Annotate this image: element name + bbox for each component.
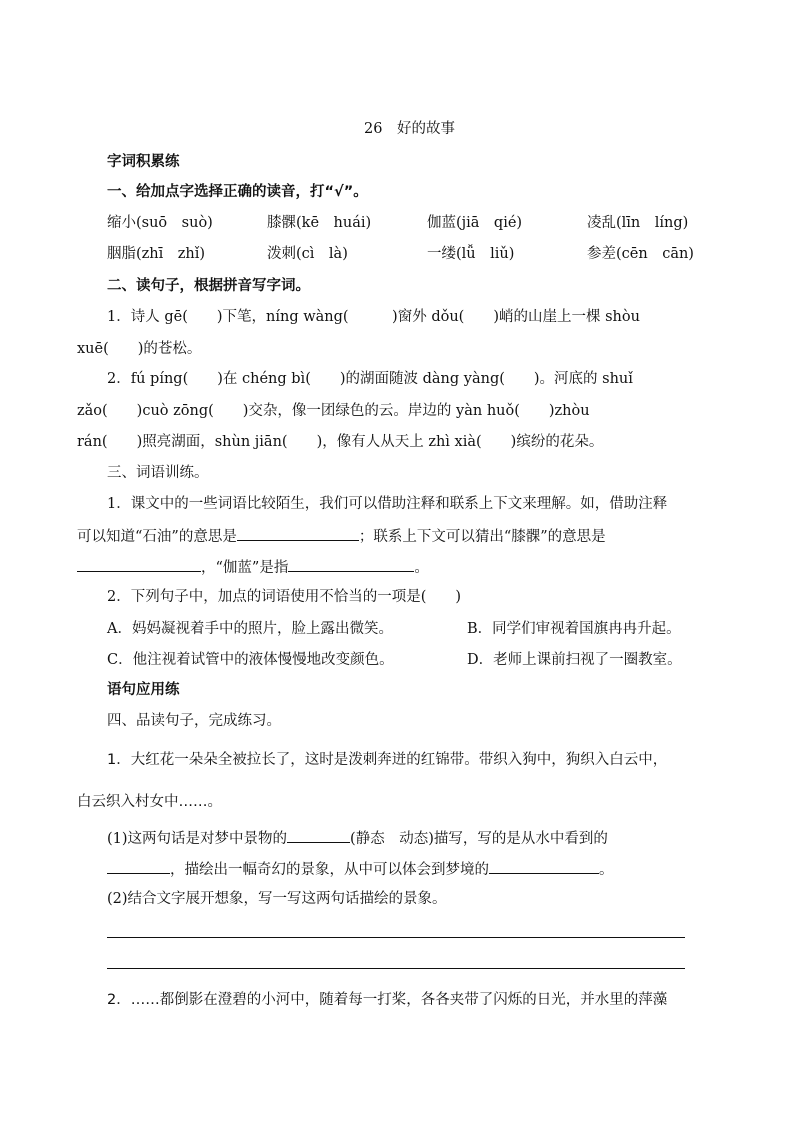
pinyin-choice-item[interactable]: 缩小(suō suò) <box>107 215 213 231</box>
page-title: 26 好的故事 <box>364 121 455 137</box>
option-b[interactable]: B．同学们审视着国旗冉冉升起。 <box>467 621 681 637</box>
question-4-passage-line: 白云织入村女中……。 <box>77 794 222 810</box>
question-3-text: 可以知道“石油”的意思是 <box>77 529 237 545</box>
question-4-text: (1)这两句话是对梦中景物的 <box>107 831 288 847</box>
question-4-passage-line: 1．大红花一朵朵全被拉长了，这时是泼刺奔迸的红锦带。带织入狗中，狗织入白云中， <box>107 752 668 768</box>
question-4-sub2: (2)结合文字展开想象，写一写这两句话描绘的景象。 <box>107 891 447 907</box>
answer-blank[interactable] <box>237 525 359 541</box>
option-d[interactable]: D．老师上课前扫视了一圈教室。 <box>467 652 682 668</box>
question-4-sub1-line <box>107 858 614 880</box>
pinyin-choice-item[interactable]: 泼刺(cì là) <box>267 246 348 262</box>
pinyin-choice-item[interactable]: 凌乱(līn líng) <box>587 215 689 231</box>
pinyin-choice-item[interactable]: 一缕(lǚ liǔ) <box>427 246 515 262</box>
question-3-text: ，“伽蓝”是指 <box>201 560 289 576</box>
answer-blank[interactable] <box>489 858 599 874</box>
question-4-heading: 四、品读句子，完成练习。 <box>107 713 281 729</box>
answer-blank[interactable] <box>107 858 170 874</box>
option-a[interactable]: A．妈妈凝视着手中的照片，脸上露出微笑。 <box>107 621 393 637</box>
answer-writing-line[interactable] <box>107 937 685 938</box>
answer-writing-line[interactable] <box>107 968 685 969</box>
question-3-line: 2．下列句子中，加点的词语使用不恰当的一项是( ) <box>107 589 462 605</box>
pinyin-choice-item[interactable]: 参差(cēn cān) <box>587 246 694 262</box>
question-3-text: 。 <box>414 560 429 576</box>
question-1-heading: 一、给加点字选择正确的读音，打“√”。 <box>107 184 368 200</box>
question-3-line: 1．课文中的一些词语比较陌生，我们可以借助注释和联系上下文来理解。如，借助注释 <box>107 496 668 512</box>
answer-blank[interactable] <box>287 827 350 843</box>
question-4-text: ，描绘出一幅奇幻的景象，从中可以体会到梦境的 <box>170 862 489 878</box>
answer-blank[interactable] <box>77 556 201 572</box>
section-heading-vocabulary: 字词积累练 <box>107 154 180 170</box>
question-2-line: 2．fú píng( )在 chéng bì( )的湖面随波 dàng yàng( )。河底的 shuǐ <box>107 371 633 387</box>
question-3-line-with-blanks <box>77 556 429 578</box>
question-4-text: (静态 动态)描写，写的是从水中看到的 <box>350 831 608 847</box>
question-2-line: xuē( )的苍松。 <box>77 341 202 357</box>
question-2-line: rán( )照亮湖面，shùn jiān( )，像有人从天上 zhì xià( )缤纷的花朵。 <box>77 434 604 450</box>
answer-blank[interactable] <box>288 556 414 572</box>
question-3-text: ；联系上下文可以猜出“膝髁”的意思是 <box>358 529 606 545</box>
question-2-line: zǎo( )cuò zōng( )交杂，像一团绿色的云。岸边的 yàn huǒ( )zhòu <box>77 403 590 419</box>
question-4-sub1-line <box>107 827 608 849</box>
section-heading-sentence-application: 语句应用练 <box>107 682 180 698</box>
pinyin-choice-item[interactable]: 胭脂(zhī zhǐ) <box>107 246 206 262</box>
question-2-line: 1．诗人 gē( )下笔，níng wàng( )窗外 dǒu( )峭的山崖上一棵 shòu <box>107 309 640 325</box>
question-4-text: 。 <box>599 862 614 878</box>
question-4-passage-line: 2．……都倒影在澄碧的小河中，随着每一打桨，各各夹带了闪烁的日光，并水里的萍藻 <box>107 992 668 1008</box>
pinyin-choice-item[interactable]: 伽蓝(jiā qié) <box>427 215 523 231</box>
question-3-line-with-blanks <box>77 525 606 547</box>
question-3-heading: 三、词语训练。 <box>107 465 209 481</box>
question-2-heading: 二、读句子，根据拼音写字词。 <box>107 278 310 294</box>
option-c[interactable]: C．他注视着试管中的液体慢慢地改变颜色。 <box>107 652 394 668</box>
pinyin-choice-item[interactable]: 膝髁(kē huái) <box>267 215 372 231</box>
